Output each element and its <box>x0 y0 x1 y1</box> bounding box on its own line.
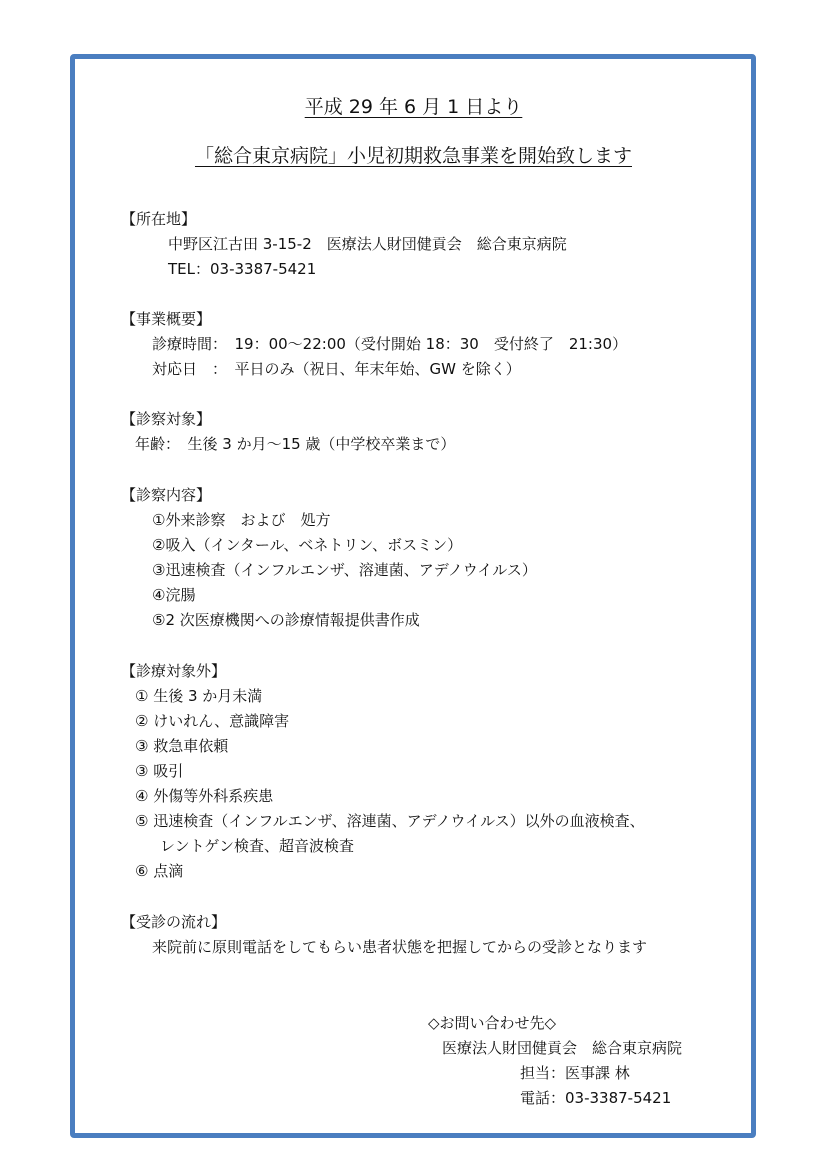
excluded-item: ③ 吸引 <box>135 762 184 780</box>
overview-days: 対応日 ： 平日のみ（祝日、年末年始、GW を除く） <box>152 360 521 378</box>
excluded-heading: 【診療対象外】 <box>121 662 227 680</box>
target-age: 年齢： 生後 3 か月～15 歳（中学校卒業まで） <box>135 435 456 453</box>
excluded-item: ④ 外傷等外科系疾患 <box>135 787 274 805</box>
excluded-item-continuation: レントゲン検査、超音波検査 <box>160 837 355 855</box>
excluded-item: ⑤ 迅速検査（インフルエンザ、溶連菌、アデノウイルス）以外の血液検査、 <box>135 812 645 830</box>
excluded-item: ⑥ 点滴 <box>135 862 184 880</box>
title-date: 平成 29 年 6 月 1 日より <box>304 96 523 118</box>
page-title: 「総合東京病院」小児初期救急事業を開始致します <box>194 145 632 167</box>
contact-person: 担当：医事課 林 <box>520 1064 630 1082</box>
content-heading: 【診察内容】 <box>121 486 212 504</box>
overview-heading: 【事業概要】 <box>121 310 212 328</box>
contact-org: 医療法人財団健貢会 総合東京病院 <box>442 1039 683 1057</box>
contact-heading: ◇お問い合わせ先◇ <box>428 1014 557 1032</box>
content-item: ⑤2 次医療機関への診療情報提供書作成 <box>152 611 420 629</box>
excluded-item: ③ 救急車依頼 <box>135 737 229 755</box>
contact-phone: 電話：03-3387-5421 <box>520 1089 672 1107</box>
content-item: ③迅速検査（インフルエンザ、溶連菌、アデノウイルス） <box>152 561 537 579</box>
overview-hours: 診療時間： 19：00～22:00（受付開始 18：30 受付終了 21:30） <box>152 335 628 353</box>
content-item: ①外来診察 および 処方 <box>152 511 331 529</box>
flow-text: 来院前に原則電話をしてもらい患者状態を把握してからの受診となります <box>152 938 648 956</box>
location-address: 中野区江古田 3-15-2 医療法人財団健貢会 総合東京病院 <box>168 235 567 253</box>
content-item: ④浣腸 <box>152 586 196 604</box>
excluded-item: ① 生後 3 か月未満 <box>135 687 263 705</box>
flow-heading: 【受診の流れ】 <box>121 913 227 931</box>
excluded-item: ② けいれん、意識障害 <box>135 712 290 730</box>
location-heading: 【所在地】 <box>121 210 197 228</box>
location-tel: TEL：03-3387-5421 <box>168 260 317 278</box>
target-heading: 【診察対象】 <box>121 410 212 428</box>
content-item: ②吸入（インタール、ベネトリン、ボスミン） <box>152 536 463 554</box>
